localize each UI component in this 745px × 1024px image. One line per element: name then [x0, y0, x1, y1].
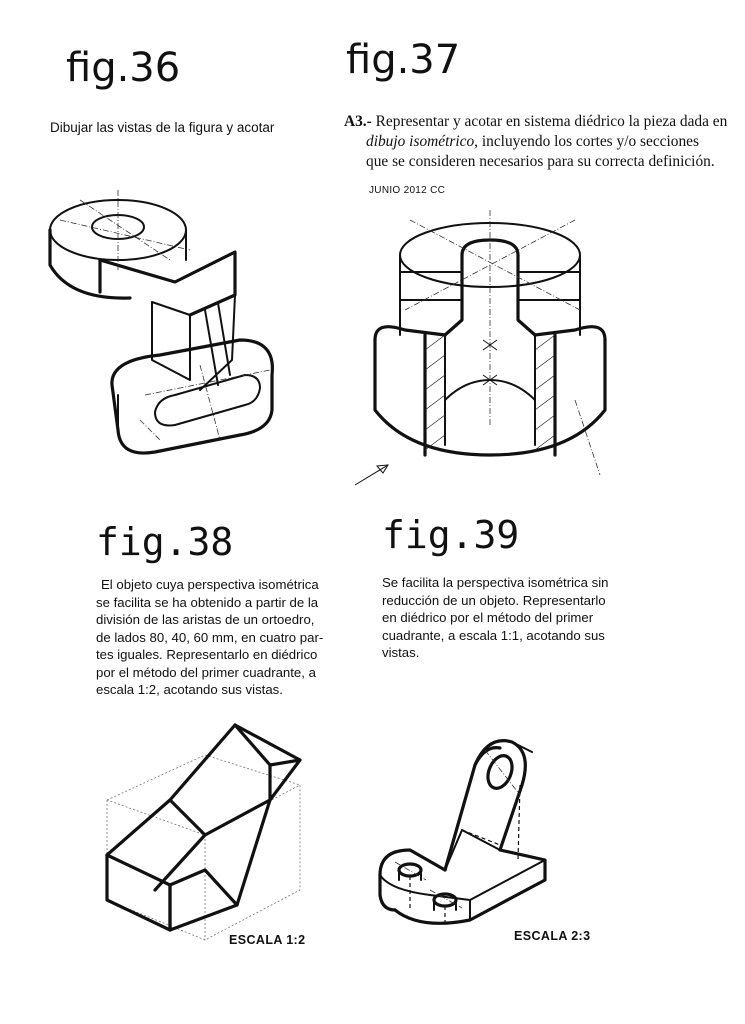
fig38-line: división de las aristas de un ortoedro, [96, 612, 315, 628]
fig39-line: reducción de un objeto. Representarlo [382, 592, 606, 608]
fig38-line: de lados 80, 40, 60 mm, en cuatro par- [96, 629, 324, 645]
fig38-title: fig.38 [96, 520, 234, 564]
fig39-description [382, 574, 642, 662]
fig38-isometric-drawing [95, 715, 310, 940]
fig36-description: Dibujar las vistas de la figura y acotar [50, 120, 275, 135]
fig38-line: por el método del primer cuadrante, a [96, 664, 316, 680]
fig38-line: se facilita se ha obtenido a partir de la [96, 594, 319, 610]
fig37-line2-italic: dibujo isométrico, [366, 133, 479, 151]
fig37-section-drawing [350, 210, 620, 490]
fig39-title: fig.39 [382, 513, 520, 557]
fig39-line: vistas. [382, 645, 420, 661]
fig37-source: JUNIO 2012 CC [369, 185, 446, 196]
fig37-line1: Representar y acotar en sistema diédrico la pieza dada en [375, 113, 728, 130]
fig39-line: cuadrante, a escala 1:1, acotando sus [382, 627, 605, 643]
fig37-statement [344, 112, 744, 172]
fig36-isometric-drawing [40, 190, 280, 470]
fig38-description [96, 576, 356, 699]
fig39-scale: ESCALA 2:3 [514, 929, 591, 943]
fig37-label: A3.- [344, 113, 372, 130]
fig36-title: fig.36 [66, 45, 181, 91]
fig38-line: El objeto cuya perspectiva isométrica [101, 577, 319, 592]
fig39-isometric-drawing [370, 730, 555, 930]
fig39-line: Se facilita la perspectiva isométrica sin [382, 575, 609, 590]
fig39-line: en diédrico por el método del primer [382, 610, 594, 626]
fig37-title: fig.37 [346, 37, 461, 83]
fig37-line2-rest: incluyendo los cortes y/o secciones [481, 133, 699, 151]
fig38-line: escala 1:2, acotando sus vistas. [96, 682, 283, 698]
fig38-line: tes iguales. Representarlo en diédrico [96, 647, 318, 663]
fig38-scale: ESCALA 1:2 [229, 933, 306, 947]
fig37-line3: que se consideren necesarios para su correcta definición. [366, 153, 715, 171]
